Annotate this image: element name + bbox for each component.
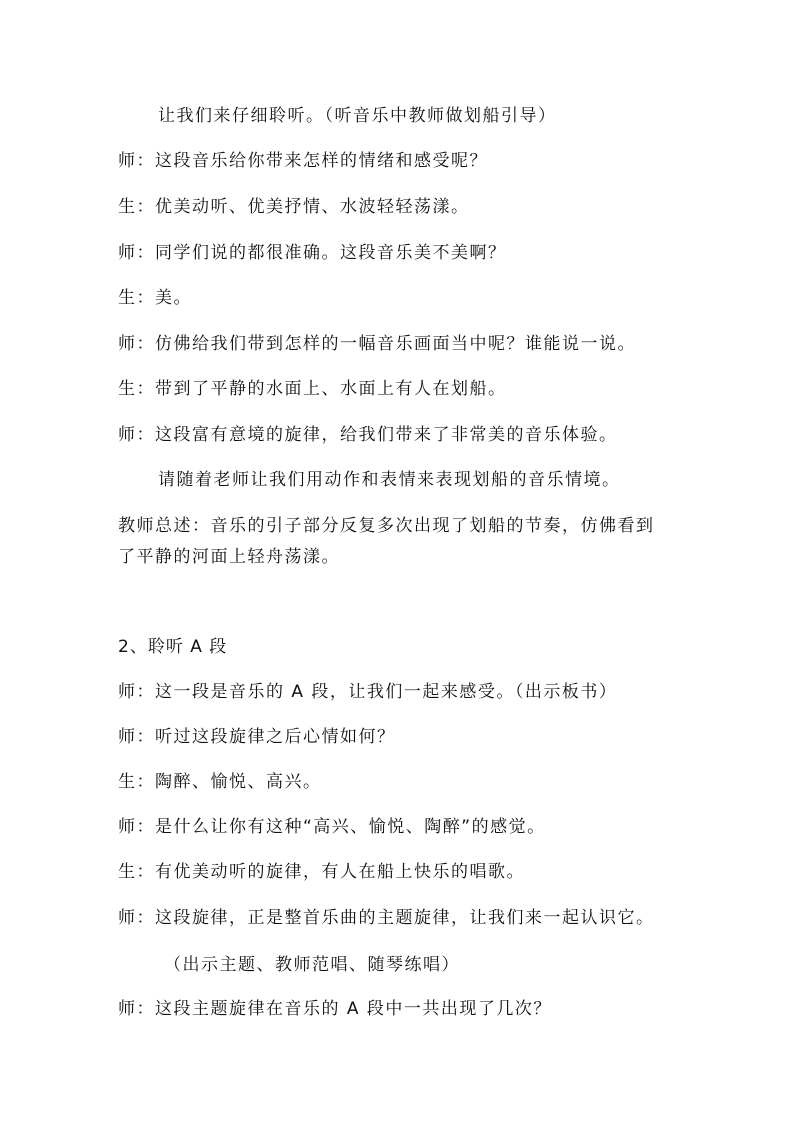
section-heading: 2、聆听 A 段 [118, 637, 228, 657]
paragraph-line: （出示主题、教师范唱、随琴练唱） [164, 955, 460, 975]
dialogue-line: 生：带到了平静的水面上、水面上有人在划船。 [118, 379, 507, 399]
dialogue-line: 师：听过这段旋律之后心情如何？ [118, 727, 396, 747]
paragraph-line: 让我们来仔细聆听。（听音乐中教师做划船引导） [158, 106, 557, 126]
dialogue-line: 师：同学们说的都很准确。这段音乐美不美啊？ [118, 243, 507, 263]
dialogue-line: 师：这段音乐给你带来怎样的情绪和感受呢？ [118, 151, 488, 171]
dialogue-line: 生：美。 [118, 288, 192, 308]
dialogue-line: 师：这一段是音乐的 A 段，让我们一起来感受。（出示板书） [118, 682, 618, 702]
summary-line: 了平静的河面上轻舟荡漾。 [118, 547, 340, 567]
paragraph-line: 请随着老师让我们用动作和表情来表现划船的音乐情境。 [158, 470, 621, 490]
dialogue-line: 生：优美动听、优美抒情、水波轻轻荡漾。 [118, 197, 470, 217]
dialogue-line: 师：是什么让你有这种“高兴、愉悦、陶醉”的感觉。 [118, 817, 546, 837]
dialogue-line: 生：有优美动听的旋律，有人在船上快乐的唱歌。 [118, 862, 525, 882]
dialogue-line: 师：这段主题旋律在音乐的 A 段中一共出现了几次？ [118, 999, 552, 1019]
dialogue-line: 师：这段富有意境的旋律，给我们带来了非常美的音乐体验。 [118, 425, 618, 445]
dialogue-line: 师：仿佛给我们带到怎样的一幅音乐画面当中呢？谁能说一说。 [118, 334, 636, 354]
summary-line: 教师总述：音乐的引子部分反复多次出现了划船的节奏，仿佛看到 [118, 516, 655, 536]
dialogue-line: 师：这段旋律，正是整首乐曲的主题旋律，让我们来一起认识它。 [118, 908, 655, 928]
dialogue-line: 生：陶醉、愉悦、高兴。 [118, 772, 322, 792]
